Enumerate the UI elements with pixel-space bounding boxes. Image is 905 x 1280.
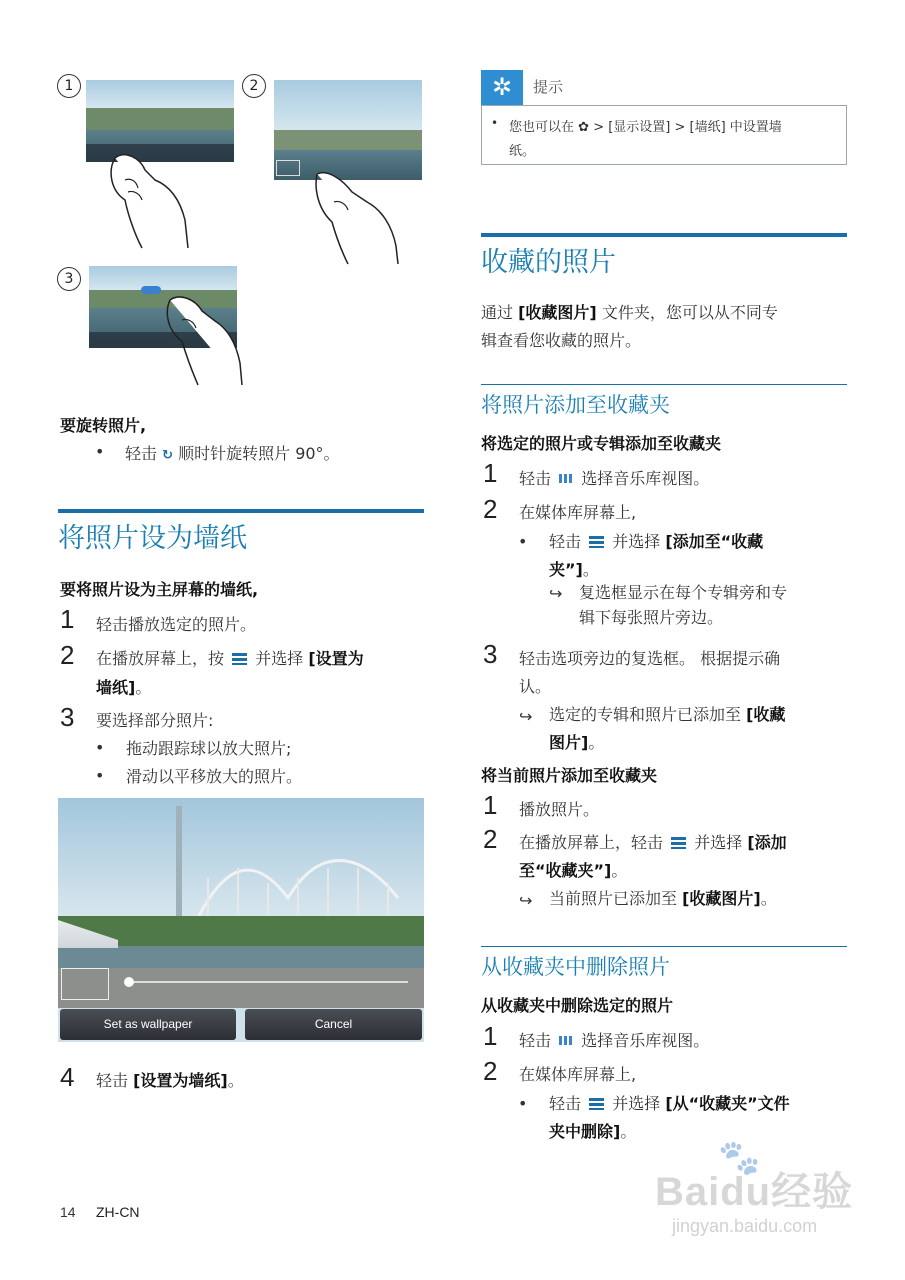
step-marker-1: 1 [57, 74, 81, 98]
library-grid-icon [559, 474, 573, 483]
delete-step-1 [519, 1027, 709, 1055]
cs2-pre: 在播放屏幕上，轻击 [519, 833, 664, 852]
rotate-icon: ↻ [162, 448, 174, 463]
s1-post: 选择音乐库视图。 [581, 469, 710, 488]
db-post: 并选择 [612, 1094, 661, 1113]
step-number: 2 [483, 1056, 498, 1086]
wallpaper-step-2 [96, 645, 416, 673]
language-code: ZH-CN [96, 1204, 140, 1220]
step-number: 2 [483, 494, 498, 524]
db-bold-2: 夹中删除] [549, 1122, 621, 1141]
result-arrow-icon: ↪ [519, 707, 533, 726]
s2b-bold-2: 夹”] [549, 560, 583, 579]
bullet-dot: • [518, 532, 528, 551]
section-title-favorites: 收藏的照片 [481, 247, 616, 278]
tip-line-2: 纸。 [509, 144, 536, 159]
step-number: 4 [60, 1062, 75, 1092]
bullet-dot: • [95, 738, 105, 757]
tip-icon: ✲ [481, 70, 523, 105]
db-pre: 轻击 [549, 1094, 582, 1113]
baidu-watermark-paw-icon: 🐾 [718, 1138, 761, 1178]
current-step-2-cont [519, 857, 627, 885]
favorites-intro-2: 辑查看您收藏的照片。 [481, 331, 642, 350]
result-arrow-icon: ↪ [549, 584, 563, 603]
cr-pre: 当前照片已添加至 [549, 889, 678, 908]
menu-icon [589, 536, 604, 548]
zoom-slider-knob[interactable] [124, 977, 134, 987]
cs2-bold-2: 至“收藏夹”] [519, 861, 612, 880]
tip-pre: 您也可以在 [509, 120, 575, 135]
menu-icon [589, 1098, 604, 1110]
menu-icon [671, 837, 686, 849]
bullet-dot: • [95, 442, 105, 461]
cs2-end: 。 [611, 861, 628, 880]
add-step-3-cont: 认。 [519, 677, 552, 696]
s2b-end: 。 [582, 560, 599, 579]
add-result-2: 辑下每张照片旁边。 [579, 608, 724, 627]
step2-end: 。 [135, 678, 152, 697]
section-rule [58, 509, 424, 513]
s3r-bold-2: 图片] [549, 733, 589, 752]
add-step-3-result-cont [549, 729, 604, 757]
section-rule [481, 233, 847, 237]
tip-title: 提示 [533, 78, 564, 96]
menu-icon [232, 653, 247, 665]
gear-icon: ✿ [578, 120, 590, 135]
step2-bold-2: 墙纸] [96, 678, 136, 697]
section-title-wallpaper: 将照片设为墙纸 [58, 523, 247, 554]
d1-pre: 轻击 [519, 1031, 552, 1050]
rotate-heading: 要旋转照片, [60, 416, 147, 435]
db-end: 。 [620, 1122, 637, 1141]
s3r-pre: 选定的专辑和照片已添加至 [549, 705, 742, 724]
subsection-rule [481, 384, 847, 385]
db-bold: [从“收藏夹”文件 [665, 1094, 790, 1113]
rotate-post: 顺时针旋转照片 90°。 [178, 444, 340, 463]
baidu-watermark-url: jingyan.baidu.com [672, 1216, 818, 1236]
step-number: 1 [483, 1021, 498, 1051]
delete-step-2-bullet [549, 1090, 790, 1118]
subsection-rule [481, 946, 847, 947]
cr-end: 。 [760, 889, 777, 908]
baidu-watermark-logo: Baidu经验 [655, 1170, 854, 1214]
add-result-1: 复选框显示在每个专辑旁和专 [579, 583, 788, 602]
cs2-post: 并选择 [694, 833, 743, 852]
step-number: 2 [60, 640, 75, 670]
cr-bold: [收藏图片] [682, 889, 761, 908]
step-number: 1 [483, 790, 498, 820]
tip-frame [481, 105, 847, 165]
step-marker-3: 3 [57, 267, 81, 291]
selection-frame[interactable] [61, 968, 109, 1000]
tip-path: > [显示设置] > [墙纸] 中设置墙 [593, 120, 782, 135]
delete-step-2: 在媒体库屏幕上, [519, 1065, 637, 1084]
step-number: 1 [60, 604, 75, 634]
step4-bold: [设置为墙纸] [133, 1071, 228, 1090]
sub-bullet-drag: 拖动跟踪球以放大照片; [126, 739, 292, 758]
d1-post: 选择音乐库视图。 [581, 1031, 710, 1050]
bullet-dot: • [95, 766, 105, 785]
cs2-bold: [添加 [747, 833, 787, 852]
favorites-intro-1 [481, 299, 778, 327]
add-current-heading: 将当前照片添加至收藏夹 [481, 766, 658, 785]
add-step-3-result [549, 701, 785, 729]
finger-gesture-icon [160, 285, 250, 390]
subsection-title-add: 将照片添加至收藏夹 [481, 393, 670, 417]
tip-box [481, 70, 847, 165]
sub-bullet-slide: 滑动以平移放大的照片。 [126, 767, 303, 786]
wallpaper-step-1: 轻击播放选定的照片。 [96, 615, 257, 634]
delete-step-2-bullet-cont [549, 1118, 636, 1146]
step2-bold: [设置为 [308, 649, 364, 668]
step-marker-2: 2 [242, 74, 266, 98]
zoom-slider[interactable] [128, 981, 408, 983]
add-step-2-bullet [549, 528, 763, 556]
tip-line-1 [509, 116, 782, 135]
s2b-pre: 轻击 [549, 532, 582, 551]
intro-bold: [收藏图片] [518, 303, 597, 322]
finger-gesture-icon [312, 164, 402, 274]
s3r-bold: [收藏 [746, 705, 786, 724]
result-arrow-icon: ↪ [519, 891, 533, 910]
add-selected-heading: 将选定的照片或专辑添加至收藏夹 [481, 434, 722, 453]
wallpaper-step-3: 要选择部分照片: [96, 711, 214, 730]
step4-end: 。 [227, 1071, 244, 1090]
wallpaper-step-4 [96, 1067, 244, 1095]
delete-heading: 从收藏夹中删除选定的照片 [481, 996, 674, 1015]
s2b-post: 并选择 [612, 532, 661, 551]
set-as-wallpaper-button[interactable]: Set as wallpaper [60, 1009, 236, 1040]
add-step-3: 轻击选项旁边的复选框。 根据提示确 [519, 649, 781, 668]
step2-pre: 在播放屏幕上，按 [96, 649, 225, 668]
finger-gesture-icon [100, 140, 190, 250]
current-step-2 [519, 829, 787, 857]
wallpaper-screenshot [58, 798, 424, 1042]
wallpaper-intro: 要将照片设为主屏幕的墙纸, [60, 580, 259, 599]
step2-post: 并选择 [255, 649, 304, 668]
wallpaper-step-2-cont [96, 674, 151, 702]
page-number: 14 [60, 1204, 76, 1220]
step-number: 3 [483, 639, 498, 669]
current-step-1: 播放照片。 [519, 800, 600, 819]
cancel-button[interactable]: Cancel [245, 1009, 422, 1040]
s2b-bold: [添加至“收藏 [665, 532, 764, 551]
step-number: 1 [483, 458, 498, 488]
library-grid-icon [559, 1036, 573, 1045]
intro-pre: 通过 [481, 303, 514, 322]
rotate-pre: 轻击 [125, 444, 158, 463]
s3r-end: 。 [588, 733, 605, 752]
step-number: 3 [60, 702, 75, 732]
bullet-dot: • [491, 116, 499, 130]
step-number: 2 [483, 824, 498, 854]
s1-pre: 轻击 [519, 469, 552, 488]
rotate-instruction [125, 440, 340, 470]
current-result [549, 885, 777, 913]
add-step-2: 在媒体库屏幕上, [519, 503, 637, 522]
bullet-dot: • [518, 1094, 528, 1113]
step4-pre: 轻击 [96, 1071, 129, 1090]
subsection-title-delete: 从收藏夹中删除照片 [481, 955, 670, 979]
intro-post: 文件夹，您可以从不同专 [601, 303, 778, 322]
add-step-1 [519, 465, 709, 493]
